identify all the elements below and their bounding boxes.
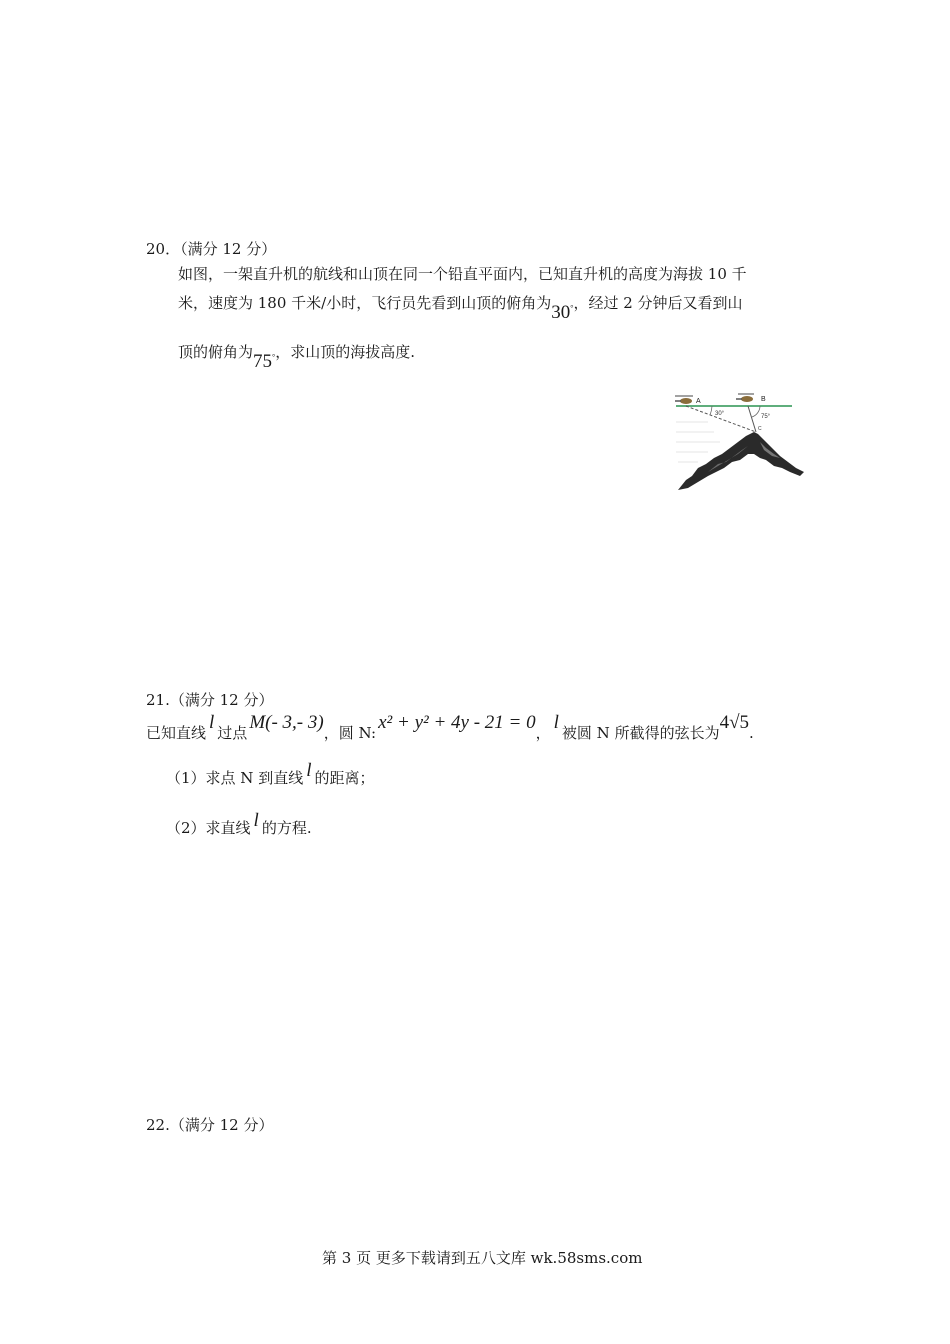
q20-line3-b: ，求山顶的海拔高度. [275,343,415,361]
q20-line2-a: 米，速度为 180 千米/小时，飞行员先看到山顶的俯角为 [178,294,552,312]
q20-figure [668,388,810,494]
q21-part1-a: （1）求点 N 到直线 [166,769,304,787]
q20-angle2 [253,351,275,372]
q21-text-e: 被圆 N 所截得的弦长为 [561,724,720,742]
figure-background-hatching [676,422,720,462]
q20-angle2-value: 75 [253,351,273,372]
q21-circle-equation: x² + y² + 4y - 21 = 0 [378,712,536,733]
angle-arc-a [710,406,712,415]
q21-part2-a: （2）求直线 [166,819,251,837]
q21-header: 21.（满分 12 分） [146,691,274,709]
degree-icon: ° [570,303,574,313]
q21-var-l: l [209,712,215,733]
q20-line2 [178,292,743,323]
sight-line-b [748,406,756,432]
mountain [678,432,804,490]
sight-line-a [686,406,756,432]
angle-label-b: 75° [761,414,771,420]
q21-point: M(- 3,- 3) [249,712,324,733]
page-footer: 第 3 页 更多下载请到五八文库 wk.58sms.com [322,1249,643,1267]
q20-header: 20．（满分 12 分） [146,240,277,258]
angle-label-a: 30° [715,411,725,417]
q21-text-d: ， [535,724,551,742]
q20-line3 [178,341,415,372]
q20-line1: 如图，一架直升机的航线和山顶在同一个铅直平面内，已知直升机的高度为海拔 10 千 [178,265,747,283]
label-b: B [761,396,766,403]
label-a: A [696,398,701,405]
q20-line2-b: ，经过 2 分钟后又看到山 [573,294,743,312]
q21-text-f: . [749,724,754,742]
q20-angle1-value: 30 [551,302,571,323]
q21-text-b: 过点 [217,724,248,742]
q21-part2 [166,810,312,840]
q21-chord-length: 4√5 [719,712,750,733]
q21-statement [146,712,754,746]
q21-part1-var-l: l [306,760,312,781]
angle-arc-b [752,406,760,417]
helicopter-a-icon [675,396,693,404]
q22-header: 22.（满分 12 分） [146,1116,274,1134]
q21-text-c: ，圆 N: [323,724,377,742]
q21-part1 [166,760,375,790]
helicopter-b-icon [736,394,754,402]
q21-text-a: 已知直线 [146,724,207,742]
label-c: C [758,426,762,432]
q21-part2-b: 的方程. [261,819,312,837]
degree-icon: ° [272,352,276,362]
q21-part2-var-l: l [253,810,259,831]
q20-angle1 [551,302,573,323]
q21-var-l-2: l [553,712,559,733]
q20-line3-a: 顶的俯角为 [178,343,254,361]
q21-part1-b: 的距离； [314,769,375,787]
